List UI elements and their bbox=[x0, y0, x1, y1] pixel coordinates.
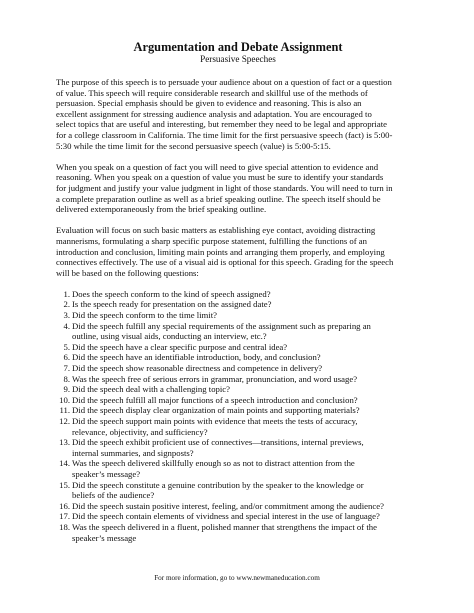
list-item-number: 3. bbox=[63, 310, 70, 321]
list-item-text bbox=[72, 480, 420, 501]
body-paragraph bbox=[56, 77, 420, 151]
list-item-line: outline, using visual aids, conducting an interview, etc.? bbox=[72, 331, 267, 342]
list-item bbox=[56, 416, 420, 437]
list-item bbox=[56, 342, 420, 353]
list-item-line: internal summaries, and signposts? bbox=[72, 447, 194, 458]
list-item-number: 13. bbox=[59, 437, 70, 448]
paragraph-line: will be based on the following questions: bbox=[56, 267, 199, 278]
list-item-number: 12. bbox=[59, 416, 70, 426]
paragraph-line: of value. This speech will require considerable research and skillful use of the methods of bbox=[56, 87, 368, 98]
list-item-line: Did the speech sustain positive interest, feeling, and/or commitment among the audience? bbox=[72, 500, 384, 511]
paragraph-line: connectives effectively. The use of a visual aid is optional for this speech. Grading for the speech bbox=[56, 257, 394, 268]
list-item-number: 11. bbox=[59, 405, 70, 416]
list-item-text bbox=[72, 384, 420, 395]
list-item-number: 4. bbox=[63, 320, 70, 331]
list-item-text bbox=[72, 458, 420, 479]
list-item bbox=[56, 522, 420, 543]
body-paragraph bbox=[56, 225, 420, 278]
body-paragraph bbox=[56, 162, 420, 215]
list-item-line: Did the speech support main points with evidence that meets the tests of accuracy, bbox=[72, 416, 358, 426]
paragraph-line: excellent assignment for stressing audience analysis and adaptation. You are encouraged to bbox=[56, 108, 372, 119]
list-item-text bbox=[72, 299, 420, 310]
list-item-text bbox=[72, 405, 420, 416]
list-item-line: Did the speech display clear organization of main points and supporting materials? bbox=[72, 405, 360, 416]
list-item bbox=[56, 321, 420, 342]
paragraph-line: 5:30 while the time limit for the second persuasive speech (value) is 5:00-5:15. bbox=[56, 140, 331, 151]
paragraph-line: mannerisms, formulating a sharp specific purpose statement, fulfilling the functions of an bbox=[56, 235, 367, 246]
list-item bbox=[56, 384, 420, 395]
list-item-number: 17. bbox=[59, 511, 70, 522]
list-item-line: Was the speech free of serious errors in grammar, pronunciation, and word usage? bbox=[72, 373, 358, 384]
list-item-number: 1. bbox=[63, 288, 70, 299]
list-item bbox=[56, 352, 420, 363]
list-item bbox=[56, 405, 420, 416]
paragraph-line: for a college classroom in California. The time limit for the first persuasive speech (fact) is 5:00- bbox=[56, 129, 393, 140]
paragraph-line: introduction and conclusion, limiting main points and arranging them properly, and employing bbox=[56, 246, 385, 257]
body-paragraphs bbox=[56, 77, 420, 278]
list-item-number: 7. bbox=[63, 363, 70, 374]
grading-questions-list bbox=[56, 289, 420, 543]
list-item bbox=[56, 511, 420, 522]
list-item bbox=[56, 363, 420, 374]
list-item-text bbox=[72, 522, 420, 543]
paragraph-line: The purpose of this speech is to persuade your audience about on a question of fact or a question bbox=[56, 77, 392, 87]
list-item-text bbox=[72, 363, 420, 374]
list-item-text bbox=[72, 374, 420, 385]
list-item-number: 6. bbox=[63, 352, 70, 363]
list-item-text bbox=[72, 321, 420, 342]
list-item-number: 2. bbox=[63, 299, 70, 310]
footer-text: For more information, go to www.newmaneducation.com bbox=[154, 574, 320, 582]
list-item-line: Did the speech contain elements of vividness and special interest in the use of language? bbox=[72, 511, 380, 522]
list-item-line: Was the speech delivered skillfully enough so as not to distract attention from the bbox=[72, 458, 355, 469]
paragraph-line: for judgment and justify your value judgment in light of those standards. You will need to turn in bbox=[56, 182, 393, 193]
list-item-line: Was the speech delivered in a fluent, polished manner that strengthens the impact of the bbox=[72, 521, 377, 532]
document-title: Argumentation and Debate Assignment bbox=[133, 40, 343, 54]
list-item-number: 10. bbox=[59, 394, 70, 405]
list-item-text bbox=[72, 289, 420, 300]
list-item-line: speaker’s message? bbox=[72, 468, 141, 479]
list-item-line: Did the speech constitute a genuine contribution by the speaker to the knowledge or bbox=[72, 479, 364, 490]
paragraph-line: When you speak on a question of fact you will need to give special attention to evidence and bbox=[56, 161, 379, 172]
list-item-line: Did the speech have an identifiable introduction, body, and conclusion? bbox=[72, 352, 321, 363]
paragraph-line: reasoning. When you speak on a question of value you must be sure to identify your standards bbox=[56, 172, 384, 183]
list-item-line: Did the speech fulfill all major functions of a speech introduction and conclusion? bbox=[72, 394, 358, 405]
list-item bbox=[56, 395, 420, 406]
list-item-line: Did the speech show reasonable directness and competence in delivery? bbox=[72, 363, 323, 374]
list-item-text bbox=[72, 342, 420, 353]
list-item-text bbox=[72, 416, 420, 437]
list-item-line: Does the speech conform to the kind of speech assigned? bbox=[72, 288, 271, 299]
list-item-line: Did the speech exhibit proficient use of connectives—transitions, internal previews, bbox=[72, 437, 364, 448]
list-item-number: 8. bbox=[63, 373, 70, 384]
paragraph-line: delivered extemporaneously from the brief speaking outline. bbox=[56, 204, 267, 215]
list-item-text bbox=[72, 511, 420, 522]
list-item-number: 18. bbox=[59, 521, 70, 532]
list-item-number: 5. bbox=[63, 341, 70, 352]
list-item-line: speaker’s message bbox=[72, 532, 137, 543]
list-item-line: Did the speech have a clear specific purpose and central idea? bbox=[72, 341, 288, 352]
list-item-line: Did the speech fulfill any special requirements of the assignment such as preparing an bbox=[72, 320, 371, 331]
list-item-line: Is the speech ready for presentation on the assigned date? bbox=[72, 299, 272, 310]
list-item bbox=[56, 458, 420, 479]
list-item-text bbox=[72, 395, 420, 406]
list-item bbox=[56, 289, 420, 300]
list-item-number: 16. bbox=[59, 500, 70, 511]
list-item-line: relevance, objectivity, and sufficiency? bbox=[72, 426, 208, 437]
document-page bbox=[56, 40, 420, 543]
paragraph-line: Evaluation will focus on such basic matters as establishing eye contact, avoiding distracting bbox=[56, 225, 376, 236]
list-item-text bbox=[72, 352, 420, 363]
paragraph-line: select topics that are useful and interesting, but remember they need to be legal and appropriate bbox=[56, 119, 387, 130]
list-item-number: 15. bbox=[59, 479, 70, 490]
list-item-line: beliefs of the audience? bbox=[72, 490, 155, 501]
list-item bbox=[56, 299, 420, 310]
list-item bbox=[56, 501, 420, 512]
list-item-line: Did the speech conform to the time limit? bbox=[72, 310, 217, 321]
list-item-line: Did the speech deal with a challenging topic? bbox=[72, 384, 231, 395]
list-item bbox=[56, 480, 420, 501]
list-item bbox=[56, 310, 420, 321]
paragraph-line: persuasion. Special emphasis should be given to evidence and reasoning. This is also an bbox=[56, 98, 362, 109]
list-item-number: 9. bbox=[63, 384, 70, 395]
list-item-text bbox=[72, 501, 420, 512]
paragraph-line: a complete preparation outline as well as a brief speaking outline. The speech itself should be bbox=[56, 193, 381, 204]
list-item-text bbox=[72, 437, 420, 458]
list-item-number: 14. bbox=[59, 458, 70, 469]
list-item-text bbox=[72, 310, 420, 321]
document-subtitle: Persuasive Speeches bbox=[200, 54, 276, 64]
list-item bbox=[56, 374, 420, 385]
list-item bbox=[56, 437, 420, 458]
